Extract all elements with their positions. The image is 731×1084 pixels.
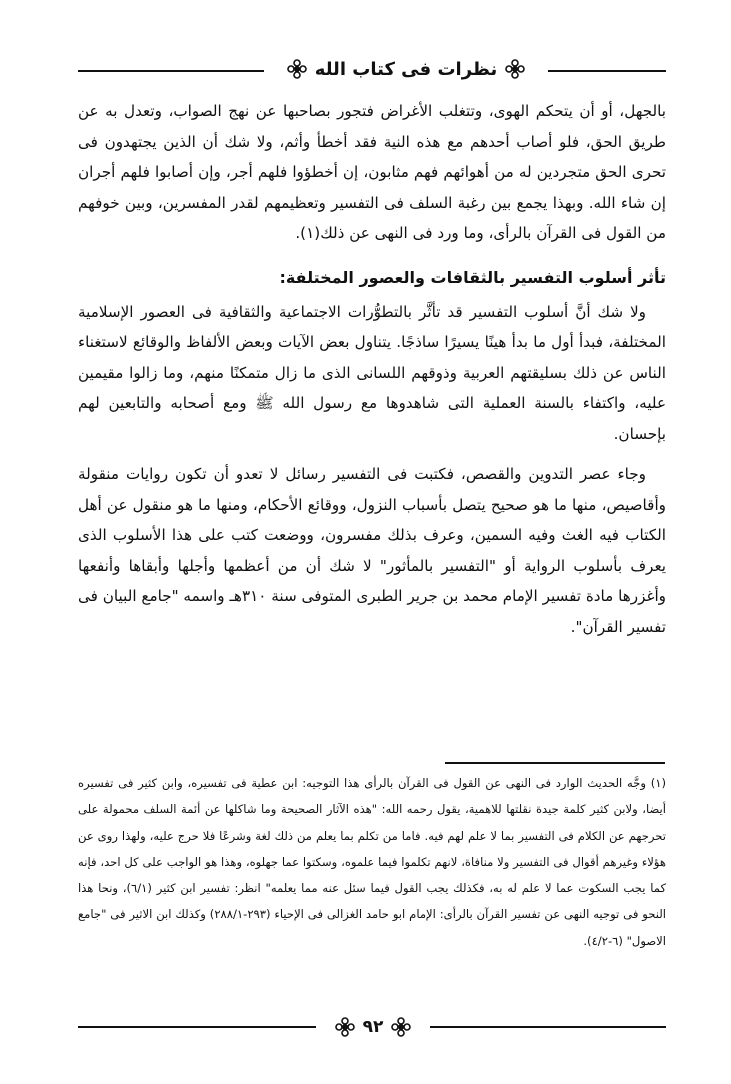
footer-rule-right <box>430 1026 666 1028</box>
paragraph-1: بالجهل، أو أن يتحكم الهوى، وتتغلب الأغراض فتجور بصاحبها عن نهج الصواب، وتعدل به عن طريق الحق، فلو أصاب أحدهم مع هذه النية فقد أخطأ وأثم، ولا شك أن الذين يجتهدون فى تحرى الحق متجردين له من أهوائهم فهم مثابون، إن أخطؤوا فلهم أجر، وإن أصابوا فلهم أجران إن شاء الله. وبهذا يجمع بين رغبة السلف فى التفسير وتعظيمهم لقدر المفسرين، وبين خوفهم من القول فى القرآن بالرأى، وما ورد فى النهى عن ذلك(١). <box>78 102 666 242</box>
footer-rule-left <box>78 1026 316 1028</box>
floral-ornament-icon <box>335 1017 355 1037</box>
floral-ornament-icon <box>505 59 525 79</box>
main-text <box>78 96 666 642</box>
paragraph-3: وجاء عصر التدوين والقصص، فكتبت فى التفسير رسائل لا تعدو أن تكون روايات منقولة وأقاصيص، منها ما هو صحيح يتصل بأسباب النزول، ووقائع الأحكام، ومنها ما هو منقول عن أهل الكتاب فيه الغث وفيه السمين، وعرف بذلك مفسرون، ووضعت كتب على هذا الأسلوب الذى يعرف بأسلوب الرواية أو "التفسير بالمأثور" لا شك أن من أعظمها وأجلها وأبقاها وأنفعها وأغزرها مادة تفسير الإمام محمد بن جرير الطبرى المتوفى سنة ٣١٠هـ واسمه "جامع البيان فى تفسير القرآن". <box>78 465 666 636</box>
footnotes <box>78 770 666 954</box>
footnote-1: (١) وجَّه الحديث الوارد فى النهى عن القول فى القرآن بالرأى هذا التوجيه: ابن عطية فى تفسيره، وابن كثير فى تفسيره أيضا، ولابن كثير كلمة جيدة نقلتها للاهمية، يقول رحمه الله: "هذه الآثار الصحيحة وما شاكلها عن أئمة السلف محمولة على تحرجهم عن الكلام فى التفسير بما لا علم لهم فيه. فاما من تكلم بما يعلم من ذلك لغة وشرعًا فلا حرج عليه، ولهذا روى عن هؤلاء وغيرهم أقوال فى التفسير ولا منافاة، لانهم تكلموا فيما علموه، وسكتوا عما جهلوه، وهذا هو الواجب على كل احد، فإنه كما يجب السكوت عما لا علم له به، فكذلك يجب القول فيما سئل عنه مما يعلمه" انظر: تفسير ابن كثير (٦/١)، ونحا هذا النحو فى توجيه النهى عن تفسير القرآن بالرأى: الإمام ابو حامد الغزالى فى الإحياء (٢٩٣-٢٨٨/١) وكذلك ابن الاثير فى "جامع الاصول" (٦-٤/٢). <box>78 776 666 948</box>
floral-ornament-icon <box>287 59 307 79</box>
header-title: نظرات فى كتاب الله <box>314 58 498 80</box>
floral-ornament-icon <box>391 1017 411 1037</box>
header-rule-left <box>78 70 264 72</box>
footnote-separator <box>445 762 665 764</box>
header-rule-right <box>548 70 666 72</box>
page-number: ٩٢ <box>362 1017 384 1037</box>
running-header <box>78 54 666 84</box>
section-heading: تأثر أسلوب التفسير بالثقافات والعصور المختلفة: <box>279 267 666 287</box>
page-footer <box>78 1015 666 1039</box>
page-number-group <box>316 1015 430 1039</box>
paragraph-2: ولا شك أنَّ أسلوب التفسير قد تأثَّر بالتطوُّرات الاجتماعية والثقافية فى العصور الإسلامية المختلفة، فبدأ أول ما بدأ هينًا يسيرًا ساذجًا. يتناول بعض الآيات وبعض الألفاظ والوقائع لاستغناء الناس عن ذلك بسليقتهم العربية وذوقهم اللسانى الذى ما زال متمكنًا منهم، وما زالوا مقيمين عليه، واكتفاء بالسنة العملية التى شاهدوها مع رسول الله ﷺ ومع أصحابه والتابعين لهم بإحسان. <box>78 302 666 443</box>
header-title-group <box>264 54 548 84</box>
